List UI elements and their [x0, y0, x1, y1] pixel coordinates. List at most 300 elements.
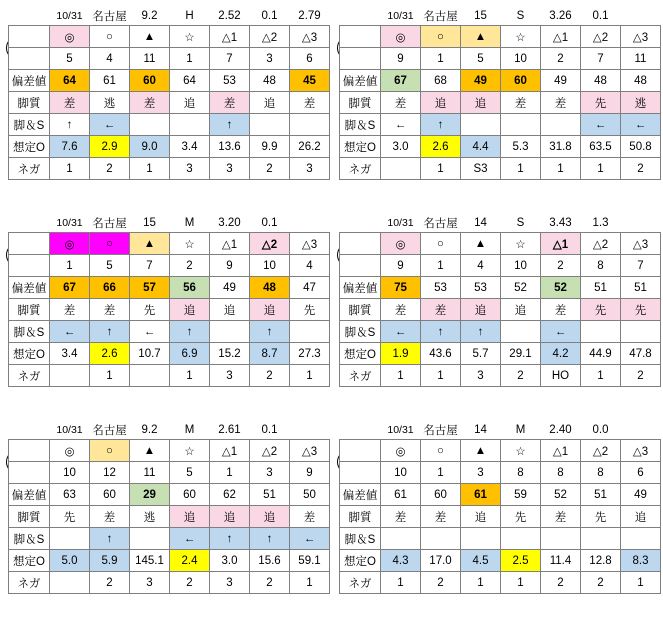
header-cell: S: [516, 9, 525, 22]
row-label: 脚＆S: [9, 321, 50, 343]
table-cell: 1: [210, 462, 250, 484]
table-cell: ☆: [170, 233, 210, 255]
table-cell: 48: [250, 70, 290, 92]
table-cell: 12.8: [581, 550, 621, 572]
table-cell: ↑: [421, 321, 461, 343]
table-cell: ←: [621, 114, 661, 136]
header-cell: 2.52: [218, 9, 241, 22]
row-label: 偏差値: [9, 70, 50, 92]
table-cell: 2: [250, 158, 290, 180]
header-cell: 10/31: [387, 423, 414, 436]
table-row: [9, 365, 330, 387]
row-label: 脚＆S: [9, 528, 50, 550]
table-cell: ↑: [250, 528, 290, 550]
table-cell: △3: [621, 233, 661, 255]
table-cell: 15.2: [210, 343, 250, 365]
table-cell: ▲: [130, 233, 170, 255]
table-cell: 4.5: [461, 550, 501, 572]
row-label: ネガ: [340, 158, 381, 180]
table-cell: 49: [461, 70, 501, 92]
table-cell: 2: [421, 572, 461, 594]
table-cell: 26.2: [290, 136, 330, 158]
table-cell: 5: [50, 48, 90, 70]
table-cell: 3: [170, 158, 210, 180]
table-cell: 31.8: [541, 136, 581, 158]
table-cell: 追: [250, 92, 290, 114]
race-table: [8, 420, 330, 594]
table-cell: 2.9: [90, 136, 130, 158]
race-table: [339, 6, 661, 180]
table-cell: 47.8: [621, 343, 661, 365]
table-cell: [290, 114, 330, 136]
table-cell: [50, 528, 90, 550]
table-cell: 1: [421, 365, 461, 387]
table-cell: △3: [621, 440, 661, 462]
table-cell: ○: [90, 233, 130, 255]
header-cell: 0.0: [592, 423, 609, 436]
table-cell: 2: [541, 572, 581, 594]
header-cell: M: [515, 423, 526, 436]
row-label: [340, 462, 381, 484]
row-label: ネガ: [9, 158, 50, 180]
table-cell: 8: [581, 255, 621, 277]
table-cell: 2: [90, 572, 130, 594]
header-cell: [290, 420, 330, 440]
race-table-container: [8, 420, 330, 594]
table-cell: 逃: [621, 92, 661, 114]
table-cell: 差: [421, 506, 461, 528]
table-row: [9, 136, 330, 158]
table-cell: 差: [541, 506, 581, 528]
table-cell: 1: [50, 255, 90, 277]
table-row: [340, 255, 661, 277]
table-cell: △3: [290, 233, 330, 255]
table-cell: 1: [421, 462, 461, 484]
table-cell: ←: [581, 114, 621, 136]
table-row: [9, 255, 330, 277]
table-cell: 追: [421, 92, 461, 114]
table-cell: △3: [290, 26, 330, 48]
row-label: [340, 233, 381, 255]
header-cell: 2.40: [549, 423, 572, 436]
table-cell: 差: [421, 299, 461, 321]
table-cell: 1: [581, 158, 621, 180]
table-cell: 1: [50, 158, 90, 180]
row-label: 想定O: [9, 550, 50, 572]
row-label: ネガ: [340, 365, 381, 387]
table-cell: 差: [90, 506, 130, 528]
row-label: 脚＆S: [340, 528, 381, 550]
table-cell: 53: [421, 277, 461, 299]
table-cell: △2: [250, 26, 290, 48]
header-cell: 0.1: [261, 216, 278, 229]
table-cell: 10: [250, 255, 290, 277]
table-cell: HO: [541, 365, 581, 387]
table-cell: 2: [90, 158, 130, 180]
table-cell: 3: [210, 365, 250, 387]
row-label: 想定O: [9, 343, 50, 365]
table-row: [9, 343, 330, 365]
table-row: [340, 26, 661, 48]
table-cell: 5: [170, 462, 210, 484]
table-cell: △3: [621, 26, 661, 48]
table-cell: 9: [210, 255, 250, 277]
table-cell: 52: [541, 277, 581, 299]
table-cell: 51: [581, 277, 621, 299]
race-panel: [331, 414, 663, 625]
table-cell: [581, 528, 621, 550]
header-cell: 名古屋: [92, 10, 127, 23]
header-cell: 0.1: [592, 9, 609, 22]
header-cell: 1.3: [592, 216, 609, 229]
table-row: [9, 26, 330, 48]
table-row: [340, 48, 661, 70]
header-spacer: [340, 213, 381, 233]
row-label: 脚質: [9, 299, 50, 321]
table-row: [340, 550, 661, 572]
race-panel: [331, 0, 663, 207]
table-cell: [170, 114, 210, 136]
table-row: [340, 528, 661, 550]
table-cell: 1: [621, 572, 661, 594]
table-cell: 5: [90, 255, 130, 277]
table-cell: 7: [210, 48, 250, 70]
table-cell: 3: [210, 158, 250, 180]
table-cell: 差: [50, 92, 90, 114]
table-cell: ▲: [130, 26, 170, 48]
table-cell: 1: [581, 365, 621, 387]
table-cell: 10: [50, 462, 90, 484]
table-cell: 8.7: [250, 343, 290, 365]
race-panel: [0, 414, 331, 625]
table-cell: 11: [130, 48, 170, 70]
table-cell: 8: [501, 462, 541, 484]
table-cell: 差: [501, 92, 541, 114]
table-row: [340, 277, 661, 299]
table-cell: [210, 321, 250, 343]
row-label: 偏差値: [340, 70, 381, 92]
header-cell: 名古屋: [92, 217, 127, 230]
table-cell: ◎: [50, 233, 90, 255]
header-spacer: [9, 213, 50, 233]
table-cell: 追: [501, 299, 541, 321]
table-row: [9, 299, 330, 321]
header-cell: 14: [474, 216, 487, 229]
table-cell: △1: [210, 233, 250, 255]
row-label: 偏差値: [340, 484, 381, 506]
table-cell: [541, 528, 581, 550]
row-label: 脚質: [340, 506, 381, 528]
table-cell: 59.1: [290, 550, 330, 572]
header-cell: 9.2: [141, 9, 158, 22]
race-header-row: [340, 213, 661, 233]
table-cell: 10: [501, 255, 541, 277]
table-cell: [50, 365, 90, 387]
table-cell: [130, 365, 170, 387]
row-label: [9, 233, 50, 255]
table-cell: 67: [381, 70, 421, 92]
table-cell: 先: [581, 506, 621, 528]
table-cell: 差: [541, 299, 581, 321]
table-cell: [621, 528, 661, 550]
table-cell: [290, 321, 330, 343]
table-row: [9, 572, 330, 594]
table-cell: 3: [461, 462, 501, 484]
table-row: [340, 299, 661, 321]
header-cell: S: [516, 216, 525, 229]
table-cell: ↑: [90, 321, 130, 343]
row-label: 想定O: [340, 136, 381, 158]
table-cell: [130, 528, 170, 550]
table-cell: 145.1: [130, 550, 170, 572]
table-cell: 逃: [130, 506, 170, 528]
table-cell: 4.3: [381, 550, 421, 572]
table-cell: ↑: [421, 114, 461, 136]
table-cell: 45: [290, 70, 330, 92]
table-cell: ▲: [461, 233, 501, 255]
table-cell: 49: [541, 70, 581, 92]
table-row: [340, 114, 661, 136]
table-cell: △2: [250, 233, 290, 255]
table-row: [340, 70, 661, 92]
table-cell: 1: [170, 48, 210, 70]
row-label: 偏差値: [9, 277, 50, 299]
table-row: [9, 92, 330, 114]
table-cell: 15.6: [250, 550, 290, 572]
table-cell: 差: [541, 92, 581, 114]
row-label: 想定O: [340, 343, 381, 365]
header-cell: 2.61: [218, 423, 241, 436]
table-cell: 4: [461, 255, 501, 277]
row-label: 想定O: [340, 550, 381, 572]
table-cell: 51: [621, 277, 661, 299]
table-cell: 4: [90, 48, 130, 70]
table-cell: [501, 528, 541, 550]
race-panel: [0, 207, 331, 414]
table-row: [9, 48, 330, 70]
header-cell: 2.79: [298, 9, 321, 22]
table-cell: 差: [130, 92, 170, 114]
row-label: ネガ: [9, 365, 50, 387]
table-cell: 53: [461, 277, 501, 299]
header-cell: 10/31: [56, 9, 83, 22]
race-header-row: [340, 6, 661, 26]
table-cell: 64: [170, 70, 210, 92]
table-cell: 1: [421, 255, 461, 277]
table-cell: 57: [130, 277, 170, 299]
table-row: [340, 321, 661, 343]
table-cell: 43.6: [421, 343, 461, 365]
table-cell: 52: [501, 277, 541, 299]
header-cell: 3.43: [549, 216, 572, 229]
table-cell: 7: [130, 255, 170, 277]
race-header-row: [9, 6, 330, 26]
table-cell: ▲: [130, 440, 170, 462]
header-spacer: [340, 6, 381, 26]
table-cell: 7: [621, 255, 661, 277]
table-cell: 50.8: [621, 136, 661, 158]
row-label: [9, 48, 50, 70]
table-row: [340, 136, 661, 158]
table-cell: 追: [170, 92, 210, 114]
table-cell: 63.5: [581, 136, 621, 158]
table-cell: ←: [50, 321, 90, 343]
table-row: [340, 484, 661, 506]
table-cell: △1: [210, 440, 250, 462]
race-table: [339, 420, 661, 594]
table-cell: 60: [130, 70, 170, 92]
row-label: [9, 255, 50, 277]
table-cell: 差: [381, 506, 421, 528]
table-cell: 11: [130, 462, 170, 484]
row-label: 偏差値: [9, 484, 50, 506]
table-cell: [581, 321, 621, 343]
row-label: 脚＆S: [340, 321, 381, 343]
table-row: [9, 550, 330, 572]
table-cell: 2: [170, 255, 210, 277]
table-cell: [50, 572, 90, 594]
table-cell: 2: [541, 48, 581, 70]
table-cell: △2: [581, 440, 621, 462]
table-cell: 51: [250, 484, 290, 506]
table-cell: 2.5: [501, 550, 541, 572]
header-cell: 10/31: [387, 216, 414, 229]
table-cell: 追: [250, 299, 290, 321]
table-cell: △1: [541, 440, 581, 462]
header-cell: 0.1: [261, 9, 278, 22]
race-table-container: [339, 420, 661, 594]
table-cell: 2: [621, 365, 661, 387]
table-cell: 先: [130, 299, 170, 321]
row-label: ネガ: [9, 572, 50, 594]
table-cell: 1: [130, 158, 170, 180]
header-cell: 0.1: [261, 423, 278, 436]
row-label: 脚質: [340, 92, 381, 114]
table-row: [9, 70, 330, 92]
table-row: [9, 233, 330, 255]
table-cell: [421, 528, 461, 550]
row-label: 脚＆S: [340, 114, 381, 136]
table-cell: 61: [461, 484, 501, 506]
table-cell: ◎: [50, 26, 90, 48]
table-cell: 差: [381, 299, 421, 321]
table-cell: 1: [381, 572, 421, 594]
header-cell: 名古屋: [92, 424, 127, 437]
table-cell: 2: [170, 572, 210, 594]
table-cell: 9.9: [250, 136, 290, 158]
table-row: [340, 158, 661, 180]
table-row: [9, 321, 330, 343]
table-cell: △1: [541, 26, 581, 48]
table-cell: 3: [130, 572, 170, 594]
table-cell: ↑: [250, 321, 290, 343]
table-cell: ←: [90, 114, 130, 136]
table-cell: 1: [290, 572, 330, 594]
header-cell: 3.26: [549, 9, 572, 22]
table-cell: S3: [461, 158, 501, 180]
table-cell: 67: [50, 277, 90, 299]
table-cell: 1.9: [381, 343, 421, 365]
row-label: [340, 26, 381, 48]
table-cell: ☆: [170, 26, 210, 48]
table-row: [9, 506, 330, 528]
table-cell: 先: [621, 299, 661, 321]
table-cell: 2: [250, 365, 290, 387]
header-cell: [621, 6, 661, 26]
header-cell: 10/31: [387, 9, 414, 22]
table-cell: 63: [50, 484, 90, 506]
table-cell: 1: [541, 158, 581, 180]
table-cell: ○: [421, 440, 461, 462]
table-cell: △2: [250, 440, 290, 462]
table-cell: [130, 114, 170, 136]
race-panel: [331, 207, 663, 414]
table-cell: 追: [210, 506, 250, 528]
header-cell: 名古屋: [423, 424, 458, 437]
table-cell: 8.3: [621, 550, 661, 572]
table-cell: 60: [501, 70, 541, 92]
table-cell: 1: [290, 365, 330, 387]
table-row: [9, 277, 330, 299]
race-table: [339, 213, 661, 387]
table-cell: 29: [130, 484, 170, 506]
table-cell: 62: [210, 484, 250, 506]
table-cell: ○: [90, 26, 130, 48]
table-cell: 7.6: [50, 136, 90, 158]
table-cell: 3.4: [170, 136, 210, 158]
table-cell: 差: [381, 92, 421, 114]
race-table-container: [8, 213, 330, 387]
table-cell: △1: [210, 26, 250, 48]
table-cell: 44.9: [581, 343, 621, 365]
header-cell: M: [184, 423, 195, 436]
race-header-row: [9, 213, 330, 233]
table-cell: 9.0: [130, 136, 170, 158]
table-row: [340, 92, 661, 114]
race-table-container: [339, 6, 661, 180]
table-cell: 1: [421, 158, 461, 180]
table-cell: 11: [621, 48, 661, 70]
table-cell: ↑: [210, 528, 250, 550]
table-row: [340, 233, 661, 255]
row-label: 脚質: [9, 506, 50, 528]
table-cell: [381, 158, 421, 180]
table-cell: ▲: [461, 26, 501, 48]
header-cell: 14: [474, 423, 487, 436]
table-cell: 2.6: [90, 343, 130, 365]
table-cell: ←: [130, 321, 170, 343]
race-table: [8, 213, 330, 387]
table-cell: 追: [250, 506, 290, 528]
table-cell: 5.0: [50, 550, 90, 572]
row-label: [9, 462, 50, 484]
table-cell: 50: [290, 484, 330, 506]
table-cell: 差: [90, 299, 130, 321]
header-cell: 名古屋: [423, 217, 458, 230]
table-cell: 6: [621, 462, 661, 484]
row-label: [340, 440, 381, 462]
table-cell: ☆: [501, 233, 541, 255]
table-cell: 27.3: [290, 343, 330, 365]
table-cell: ○: [421, 233, 461, 255]
table-cell: ☆: [170, 440, 210, 462]
header-cell: [290, 213, 330, 233]
table-cell: 59: [501, 484, 541, 506]
table-cell: [381, 528, 421, 550]
table-cell: 7: [581, 48, 621, 70]
race-table-container: [8, 6, 330, 180]
table-cell: ↑: [90, 528, 130, 550]
